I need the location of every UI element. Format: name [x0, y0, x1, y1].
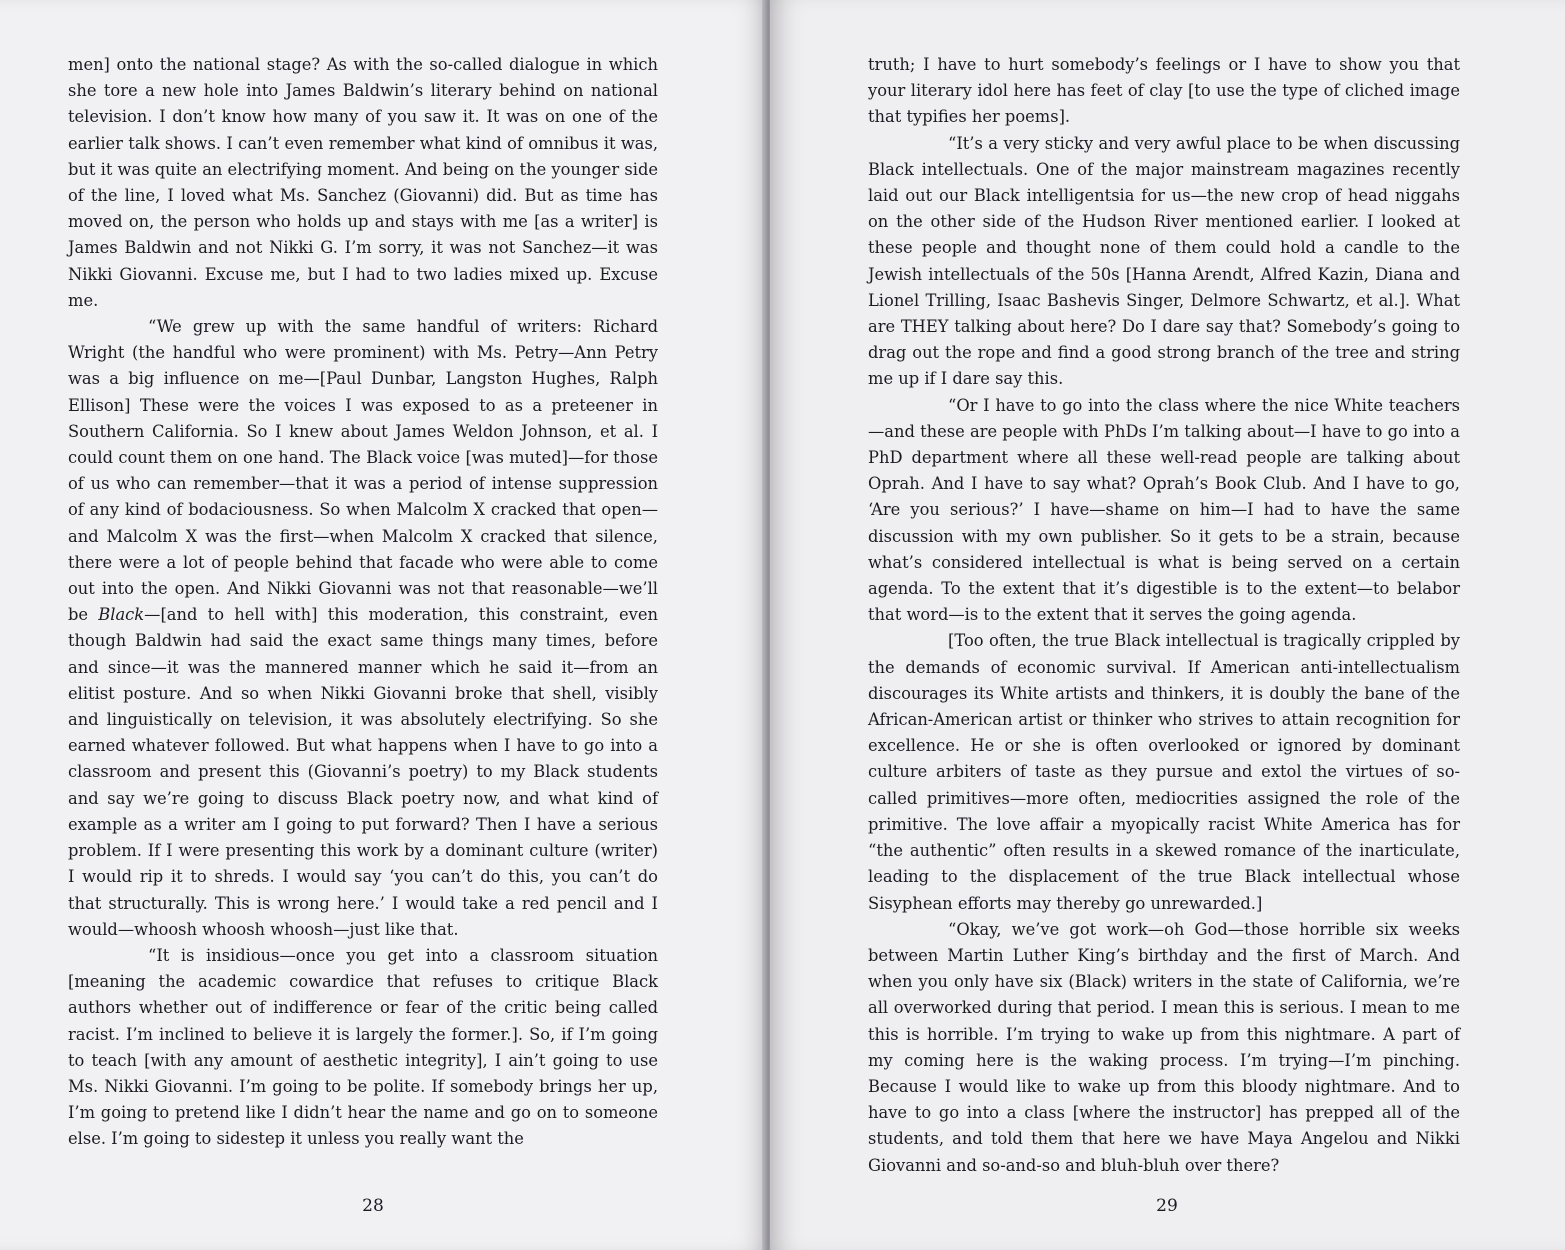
left-page-text [68, 52, 658, 1153]
paragraph: “It’s a very sticky and very awful place to be when discussing Black intellectuals. One of the major mainstream magazines recently laid out our Black intelligentsia for us—the new crop of head niggahs on the other side of the Hudson River mentioned earlier. I looked at these people and thought none of them could hold a candle to the Jewish intellectuals of the 50s [Hanna Arendt, Alfred Kazin, Diana and Lionel Trilling, Isaac Bashevis Singer, Delmore Schwartz, et al.]. What are THEY talking about here? Do I dare say that? Somebody’s going to drag out the rope and find a good strong branch of the tree and string me up if I dare say this. [868, 133, 1460, 389]
page-number: 29 [1156, 1196, 1178, 1216]
paragraph: “It is insidious—once you get into a classroom situation [meaning the academic cowardice that refuses to critique Black authors whether out of indifference or fear of the critic being called racist. I’m inclined to believe it is largely the former.]. So, if I’m going to teach [with any amount of aesthetic integrity], I ain’t going to use Ms. Nikki Giovanni. I’m going to be polite. If somebody brings her up, I’m going to pretend like I didn’t hear the name and go on to someone else. I’m going to sidestep it unless you really want the [68, 945, 658, 1149]
paragraph: men] onto the national stage? As with the so-called dialogue in which she tore a new hole into James Baldwin’s literary behind on national television. I don’t know how many of you saw it. It was on one of the earlier talk shows. I can’t even remember what kind of omnibus it was, but it was quite an electrifying moment. And being on the younger side of the line, I loved what Ms. Sanchez (Giovanni) did. But as time has moved on, the person who holds up and stays with me [as a writer] is James Baldwin and not Nikki G. I’m sorry, it was not Sanchez—it was Nikki Giovanni. Excuse me, but I had to two ladies mixed up. Excuse me. [68, 55, 658, 310]
paragraph: “Okay, we’ve got work—oh God—those horrible six weeks between Martin Luther King’s birthday and the first of March. And when you only have six (Black) writers in the state of California, we’re all overworked during that period. I mean this is serious. I mean to me this is horrible. I’m trying to wake up from this nightmare. A part of my coming here is the waking process. I’m trying—I’m pinching. Because I would like to wake up from this bloody nightmare. And to have to go into a class [where the instructor] has prepped all of the students, and told them that here we have Maya Angelou and Nikki Giovanni and so-and-so and bluh-bluh over there? [868, 919, 1460, 1175]
paragraph [68, 314, 658, 943]
right-page [770, 0, 1565, 1250]
left-page [0, 0, 770, 1250]
right-page-text [868, 52, 1460, 1179]
page-number: 28 [362, 1196, 384, 1216]
paragraph: [Too often, the true Black intellectual is tragically crippled by the demands of economic survival. If American anti-intellectualism discourages its White artists and thinkers, it is doubly the bane of the African-American artist or thinker who strives to attain recognition for excellence. He or she is often overlooked or ignored by dominant culture arbiters of taste as they pursue and extol the virtues of so-called primitives—more often, mediocrities assigned the role of the primitive. The love affair a myopically racist White America has for “the authentic” often results in a skewed romance of the inarticulate, leading to the displacement of the true Black intellectual whose Sisyphean efforts may thereby go unrewarded.] [868, 631, 1460, 913]
paragraph: truth; I have to hurt somebody’s feelings or I have to show you that your literary idol here has feet of clay [to use the type of cliched image that typifies her poems]. [868, 55, 1460, 127]
paragraph-text: “We grew up with the same handful of writers: Richard Wright (the handful who were prominent) with Ms. Petry—Ann Petry was a big influence on me—[Paul Dunbar, Langston Hughes, Ralph Ellison] These were the voices I was exposed to as a preteener in Southern California. So I knew about James Weldon Johnson, et al. I could count them on one hand. The Black voice [was muted]—for those of us who can remember—that it was a period of intense suppression of any kind of bodaciousness. So when Malcolm X cracked that open—and Malcolm X was the first—when Malcolm X cracked that silence, there were a lot of people behind that facade who were able to come out into the open. And Nikki Giovanni was not that reasonable—we’ll be [68, 317, 658, 625]
italic-word: Black [98, 605, 145, 625]
paragraph-text: —[and to hell with] this moderation, this constraint, even though Baldwin had said the exact same things many times, before and since—it was the mannered manner which he said it—from an elitist posture. And so when Nikki Giovanni broke that shell, visibly and linguistically on television, it was absolutely electrifying. So she earned whatever followed. But what happens when I have to go into a classroom and present this (Giovanni’s poetry) to my Black students and say we’re going to discuss Black poetry now, and what kind of example as a writer am I going to put forward? Then I have a serious problem. If I were presenting this work by a dominant culture (writer) I would rip it to shreds. I would say ‘you can’t do this, you can’t do that structurally. This is wrong here.’ I would take a red pencil and I would—whoosh whoosh whoosh—just like that. [68, 605, 658, 939]
paragraph: “Or I have to go into the class where the nice White teachers—and these are people with PhDs I’m talking about—I have to go into a PhD department where all these well-read people are talking about Oprah. And I have to say what? Oprah’s Book Club. And I have to go, ‘Are you serious?’ I have—shame on him—I had to have the same discussion with my own publisher. So it gets to be a strain, because what’s considered intellectual is what is being served on a certain agenda. To the extent that it’s digestible is to the extent—to belabor that word—is to the extent that it serves the going agenda. [868, 395, 1460, 625]
